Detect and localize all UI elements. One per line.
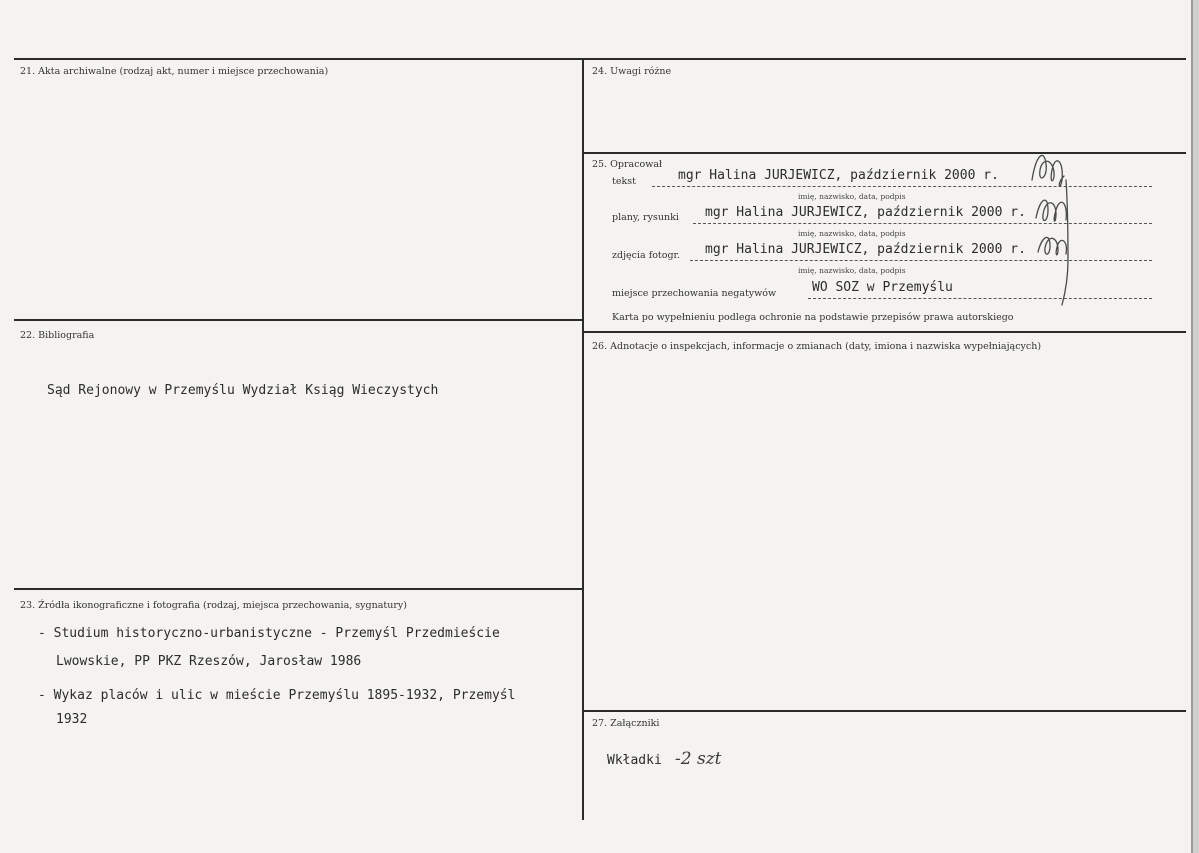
section-23-label: 23. Źródła ikonograficzne i fotografia (rodzaj, miejsca przechowania, sygnatury) <box>20 600 407 611</box>
drawings-row-dotted-line <box>693 223 1152 224</box>
signature-mark <box>1022 140 1082 310</box>
text-row-caption: imię, nazwisko, data, podpis <box>798 192 906 201</box>
bibliography-entry: Sąd Rejonowy w Przemyślu Wydział Ksiąg Wieczystych <box>47 383 439 398</box>
section-27-label: 27. Załączniki <box>592 718 660 729</box>
divider-27-line <box>584 710 1186 712</box>
source-item-1-line-2: Lwowskie, PP PKZ Rzeszów, Jarosław 1986 <box>56 654 362 669</box>
drawings-row-caption: imię, nazwisko, data, podpis <box>798 229 906 238</box>
source-item-1-line-1: - Studium historyczno-urbanistyczne - Przemyśl Przedmieście <box>38 626 500 641</box>
divider-25-line <box>584 152 1186 154</box>
source-item-2-line-2: 1932 <box>56 712 88 727</box>
text-row-value: mgr Halina JURJEWICZ, październik 2000 r. <box>678 168 999 183</box>
photos-row-dotted-line <box>690 260 1152 261</box>
photos-row-caption: imię, nazwisko, data, podpis <box>798 266 906 275</box>
attachments-entry: Wkładki <box>607 753 662 768</box>
attachments-handwritten-count: -2 szt <box>675 749 722 769</box>
drawings-row-label: plany, rysunki <box>612 212 679 223</box>
section-25-label: 25. Opracował <box>592 159 663 170</box>
text-row-label: tekst <box>612 176 636 187</box>
negatives-dotted-line <box>808 298 1152 299</box>
divider-26-line <box>584 331 1186 333</box>
section-21-label: 21. Akta archiwalne (rodzaj akt, numer i miejsce przechowania) <box>20 66 329 77</box>
section-22-label: 22. Bibliografia <box>20 330 95 341</box>
photos-row-value: mgr Halina JURJEWICZ, październik 2000 r. <box>705 242 1026 257</box>
top-border-line <box>14 58 1186 60</box>
section-26-label: 26. Adnotacje o inspekcjach, informacje o zmianach (daty, imiona i nazwiska wypełniających) <box>592 341 1042 352</box>
divider-22-line <box>14 319 582 321</box>
center-divider-line <box>582 58 584 820</box>
drawings-row-value: mgr Halina JURJEWICZ, październik 2000 r. <box>705 205 1026 220</box>
card-edge <box>1193 0 1199 853</box>
negatives-label: miejsce przechowania negatywów <box>612 288 777 299</box>
copyright-notice: Karta po wypełnieniu podlega ochronie na podstawie przepisów prawa autorskiego <box>612 312 1014 323</box>
source-item-2-line-1: - Wykaz placów i ulic w mieście Przemyślu 1895-1932, Przemyśl <box>38 688 516 703</box>
photos-row-label: zdjęcia fotogr. <box>612 250 681 261</box>
divider-23-line <box>14 588 582 590</box>
negatives-value: WO SOZ w Przemyślu <box>812 280 953 295</box>
section-24-label: 24. Uwagi różne <box>592 66 672 77</box>
